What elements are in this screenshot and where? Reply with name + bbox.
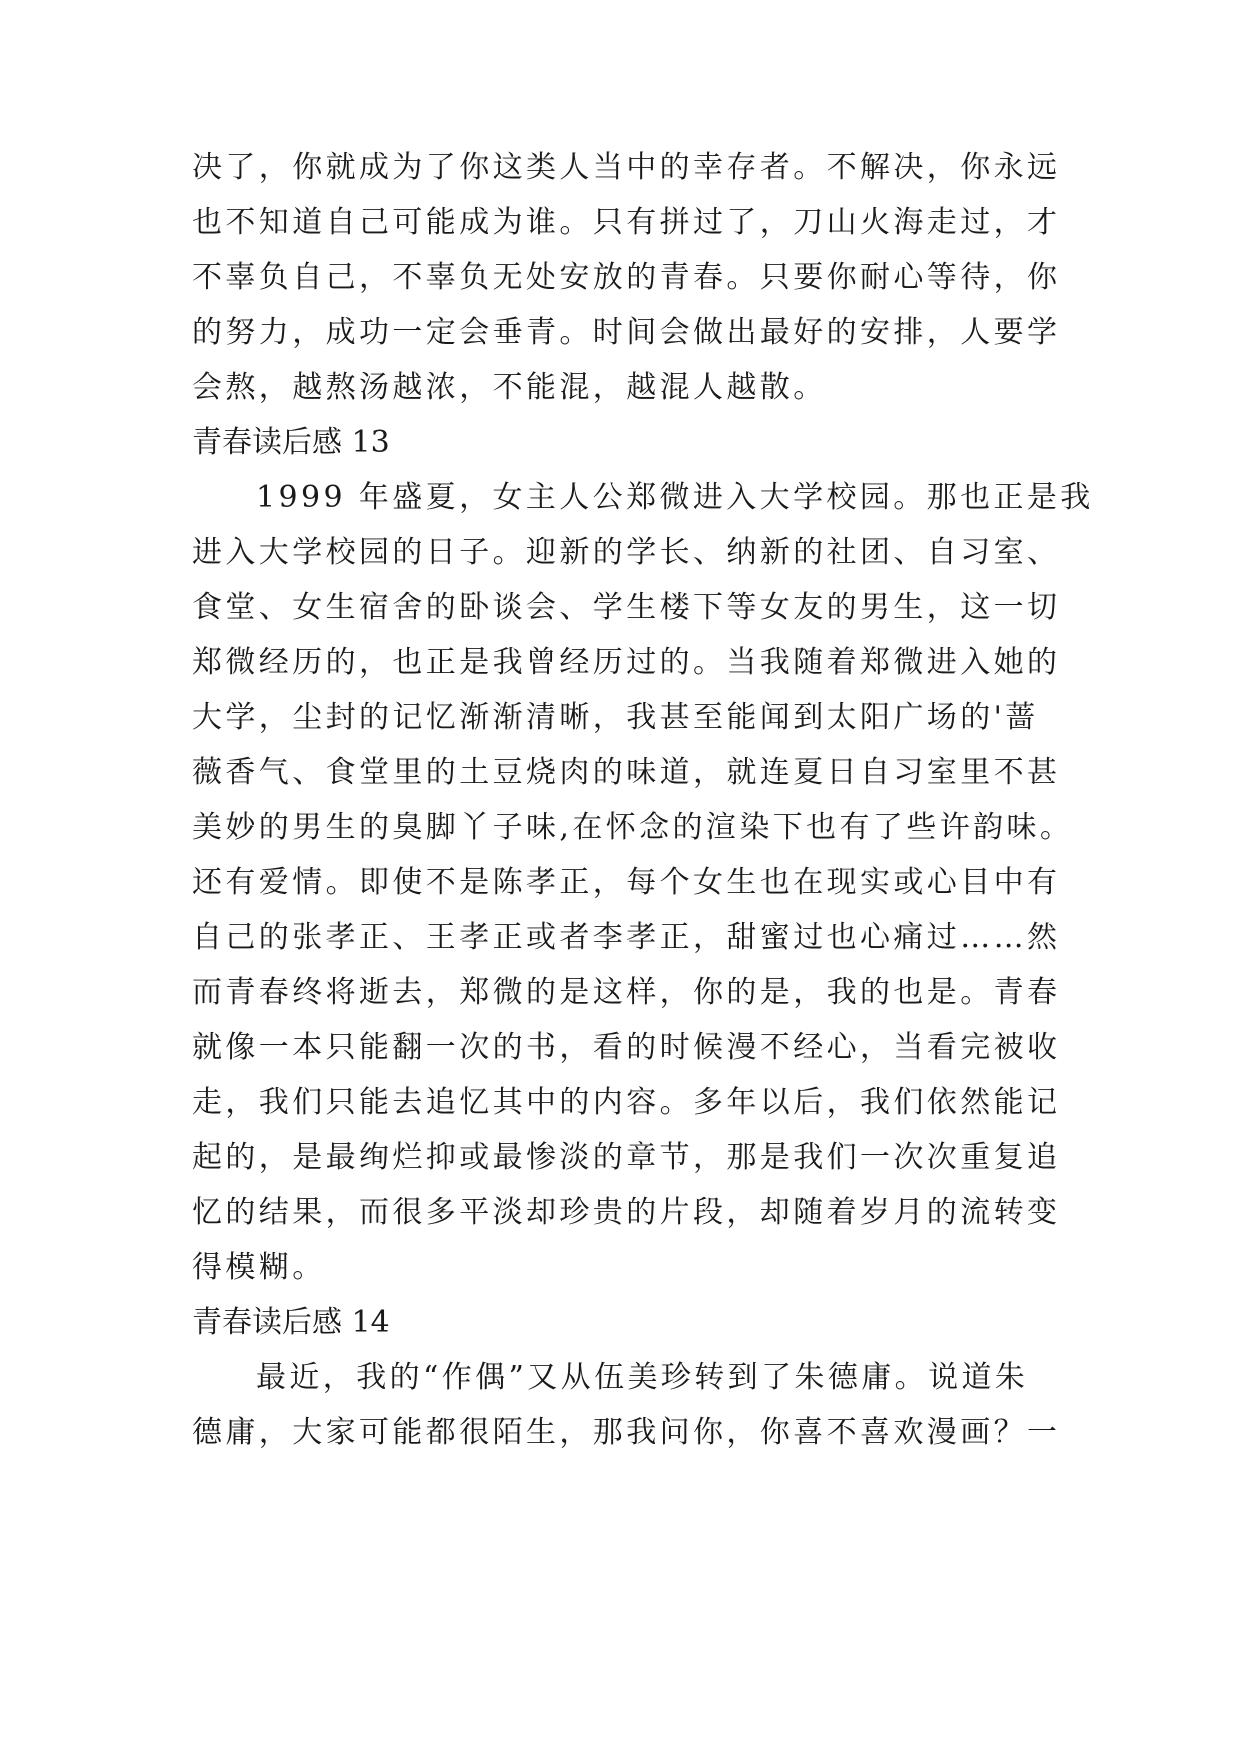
paragraph-first-line: 1999 年盛夏，女主人公郑微进入大学校园。那也正是我 — [256, 480, 1094, 515]
text-line: 还有爱情。即使不是陈孝正，每个女生也在现实或心目中有 — [192, 865, 1061, 900]
text-line: 得模糊。 — [192, 1250, 326, 1285]
text-line: 忆的结果，而很多平淡却珍贵的片段，却随着岁月的流转变 — [192, 1195, 1061, 1230]
text-line: 会熬，越熬汤越浓，不能混，越混人越散。 — [192, 370, 827, 405]
section-heading: 青春读后感 13 — [192, 425, 390, 460]
text-line: 走，我们只能去追忆其中的内容。多年以后，我们依然能记 — [192, 1085, 1061, 1120]
text-line: 起的，是最绚烂抑或最惨淡的章节，那是我们一次次重复追 — [192, 1140, 1061, 1175]
text-line: 进入大学校园的日子。迎新的学长、纳新的社团、自习室、 — [192, 535, 1061, 570]
section-heading: 青春读后感 14 — [192, 1305, 390, 1340]
text-line: 决了，你就成为了你这类人当中的幸存者。不解决，你永远 — [192, 150, 1061, 185]
text-line: 大学，尘封的记忆渐渐清晰，我甚至能闻到太阳广场的'蔷 — [192, 700, 1039, 735]
text-line: 食堂、女生宿舍的卧谈会、学生楼下等女友的男生，这一切 — [192, 590, 1061, 625]
text-line: 德庸，大家可能都很陌生，那我问你，你喜不喜欢漫画？一 — [192, 1415, 1061, 1450]
paragraph-first-line: 最近，我的“作偶”又从伍美珍转到了朱德庸。说道朱 — [256, 1360, 1029, 1395]
text-line: 郑微经历的，也正是我曾经历过的。当我随着郑微进入她的 — [192, 645, 1061, 680]
text-line: 美妙的男生的臭脚丫子味,在怀念的渲染下也有了些许韵味。 — [192, 810, 1074, 845]
text-line: 就像一本只能翻一次的书，看的时候漫不经心，当看完被收 — [192, 1030, 1061, 1065]
text-line: 自己的张孝正、王孝正或者李孝正，甜蜜过也心痛过……然 — [192, 920, 1061, 955]
text-line: 而青春终将逝去，郑微的是这样，你的是，我的也是。青春 — [192, 975, 1061, 1010]
text-line: 薇香气、食堂里的土豆烧肉的味道，就连夏日自习室里不甚 — [192, 755, 1061, 790]
text-line: 也不知道自己可能成为谁。只有拼过了，刀山火海走过，才 — [192, 205, 1061, 240]
text-line: 的努力，成功一定会垂青。时间会做出最好的安排，人要学 — [192, 315, 1061, 350]
text-line: 不辜负自己，不辜负无处安放的青春。只要你耐心等待，你 — [192, 260, 1061, 295]
